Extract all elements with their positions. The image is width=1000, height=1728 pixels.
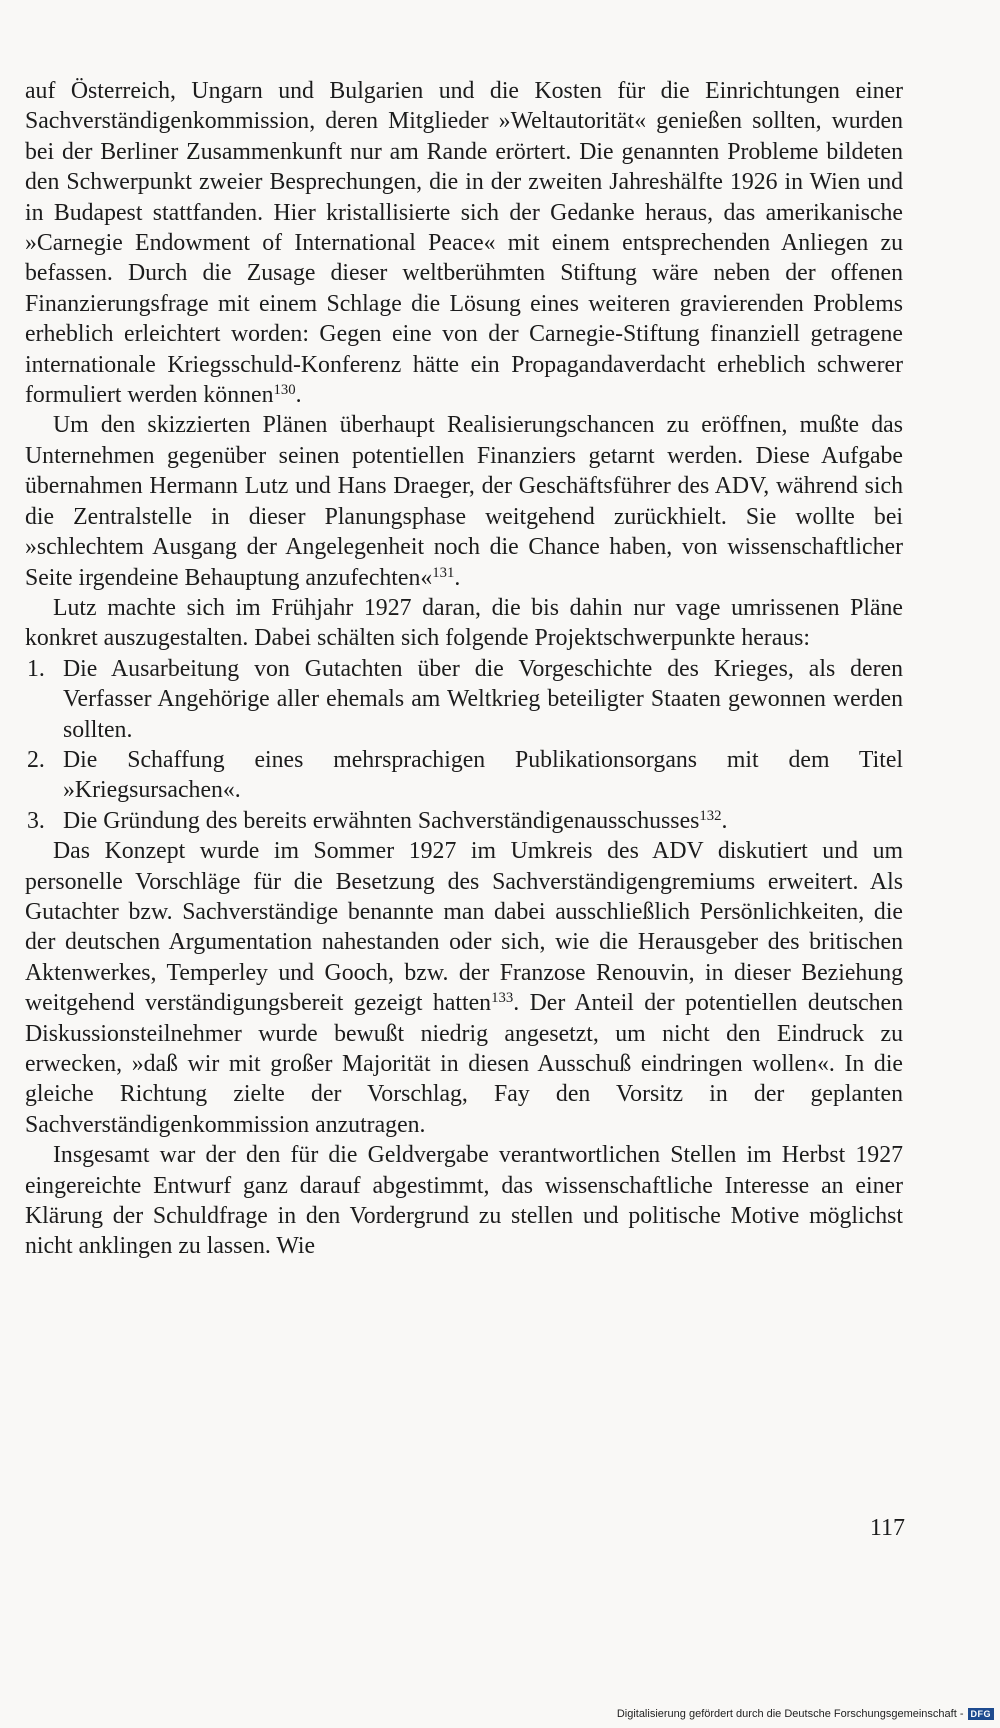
dfg-logo: DFG [968,1708,995,1720]
paragraph [25,593,903,654]
list-number: 3. [27,807,45,834]
footnote-marker: 131 [432,564,455,581]
paragraph-text: Insgesamt war der den für die Geldvergabe verantwortlichen Stellen im Herbst 1927 eingereichte Entwurf ganz darauf abgestimmt, das wissenschaftliche Interesse an einer Klärung der Schuldfrage in den Vordergrund zu stellen und politische Motive möglichst nicht anklingen zu lassen. Wie [25,1142,903,1260]
list-item-text: Die Gründung des bereits erwähnten Sachverständigenausschusses [63,807,700,834]
credit-text: Digitalisierung gefördert durch die Deutsche Forschungsgemeinschaft - [616,1708,964,1720]
list-item [25,654,903,745]
paragraph [25,1140,903,1262]
page-number: 117 [869,1515,905,1541]
paragraph [25,836,903,1140]
footnote-marker: 132 [699,807,722,824]
paragraph [25,410,903,592]
paragraph [25,76,903,410]
digitization-credit [617,1708,994,1720]
paragraph-text-continued: . Der Anteil der potentiellen deutschen Diskussionsteilnehmer wurde bewußt niedrig angesetzt, um nicht den Eindruck zu erwecken, »daß wir mit großer Majorität in diesen Ausschuß eindringen wollen«. In die gleiche Richtung zielte der Vorschlag, Fay den Vorsitz in der geplanten Sachverständigenkommission anzutragen. [25,990,903,1138]
paragraph-text: Das Konzept wurde im Sommer 1927 im Umkreis des ADV diskutiert und um personelle Vorschläge für die Besetzung des Sachverständigengremiums erweitert. Als Gutachter bzw. Sachverständige benannte man dabei ausschließlich Persönlichkeiten, die der deutschen Argumentation nahestanden oder sich, wie die Herausgeber des britischen Aktenwerkes, Temperley und Gooch, bzw. der Franzose Renouvin, in dieser Beziehung weitgehend verständigungsbereit gezeigt hatten [25,838,903,1017]
paragraph-text: auf Österreich, Ungarn und Bulgarien und die Kosten für die Einrichtungen einer Sachverständigenkommission, deren Mitglieder »Weltautorität« genießen sollten, wurden bei der Berliner Zusammenkunft nur am Rande erörtert. Die genannten Probleme bildeten den Schwerpunkt zweier Besprechungen, die in der zweiten Jahreshälfte 1926 in Wien und in Budapest stattfanden. Hier kristallisierte sich der Gedanke heraus, das amerikanische »Carnegie Endowment of International Peace« mit einem entsprechenden Anliegen zu befassen. Durch die Zusage dieser weltberühmten Stiftung wäre neben der offenen Finanzierungsfrage mit einem Schlage die Lösung eines weiteren gravierenden Problems erheblich erleichtert worden: Gegen eine von der Carnegie-Stiftung finanziell getragene internationale Kriegsschuld-Konferenz hätte ein Propagandaverdacht erheblich schwerer formuliert werden können [25,78,903,409]
list-item-text: Die Schaffung eines mehrsprachigen Publikationsorgans mit dem Titel »Kriegsursachen«. [63,746,903,804]
list-item-end: . [721,807,728,834]
list-item [25,806,903,836]
footnote-marker: 130 [273,381,296,398]
body-text [25,76,903,1262]
paragraph-text: Um den skizzierten Plänen überhaupt Realisierungschancen zu eröffnen, mußte das Unternehmen gegenüber seinen potentiellen Finanziers getarnt werden. Diese Aufgabe übernahmen Hermann Lutz und Hans Draeger, der Geschäftsführer des ADV, während sich die Zentralstelle in dieser Planungsphase weitgehend zurückhielt. Sie wollte bei »schlechtem Ausgang der Angelegenheit noch die Chance haben, von wissenschaftlicher Seite irgendeine Behauptung anzufechten« [25,412,903,591]
list-number: 2. [27,746,45,773]
project-focus-list [25,654,903,836]
list-item [25,745,903,806]
paragraph-text: Lutz machte sich im Frühjahr 1927 daran, die bis dahin nur vage umrissenen Pläne konkret auszugestalten. Dabei schälten sich folgende Projektschwerpunkte heraus: [25,594,903,652]
footnote-marker: 133 [491,990,514,1007]
paragraph-end: . [454,564,461,591]
list-number: 1. [27,655,45,682]
paragraph-end: . [295,382,302,409]
list-item-text: Die Ausarbeitung von Gutachten über die Vorgeschichte des Krieges, als deren Verfasser Angehörige aller ehemals am Weltkrieg beteiligter Staaten gewonnen werden sollten. [63,655,903,743]
